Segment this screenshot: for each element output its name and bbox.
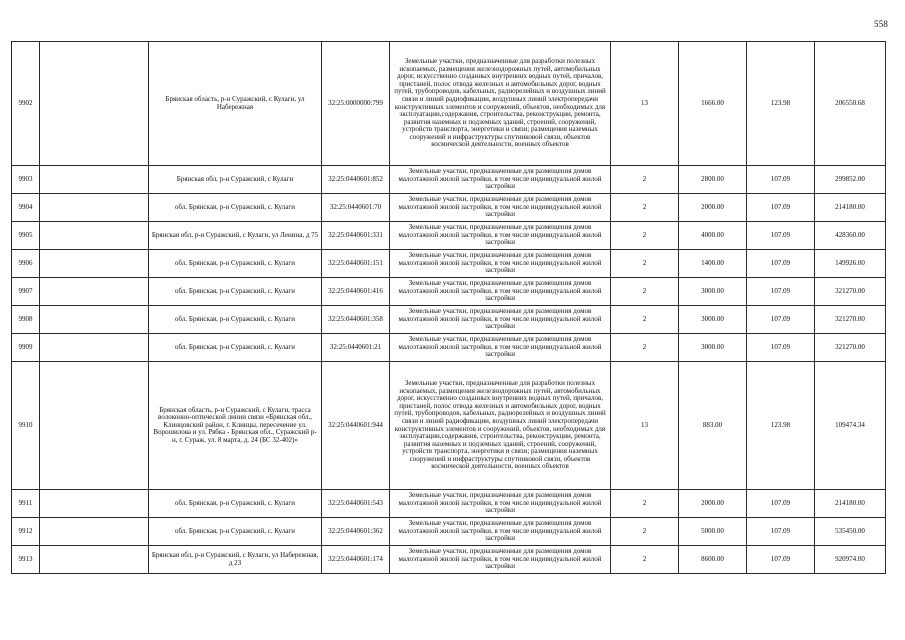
blank-cell <box>40 490 149 518</box>
cadastral-value-cell: 428360.00 <box>815 222 886 250</box>
row-number: 9906 <box>12 250 40 278</box>
area-cell: 1400.00 <box>679 250 747 278</box>
address-cell: обл. Брянская, р-н Суражский, с. Кулаги <box>149 334 322 362</box>
area-cell: 2000.00 <box>679 194 747 222</box>
group-cell: 13 <box>611 362 679 490</box>
land-registry-table <box>11 41 886 574</box>
address-cell: Брянская область, р-н Суражский, с Кулаги, трасса волоконно-оптической линии связи «Брянская обл., Клинцовский район, г. Клинцы, пересечение ул. Ворошилова и ул. Рябка - Брянская обл., Суражский р-н, г. Сураж, ул. 8 марта, д. 24 (БС 32-402)» <box>149 362 322 490</box>
table-row <box>12 546 886 574</box>
cadastral-number-cell: 32:25:0440601:21 <box>322 334 390 362</box>
table-row <box>12 166 886 194</box>
area-cell: 2800.00 <box>679 166 747 194</box>
area-cell: 4000.00 <box>679 222 747 250</box>
blank-cell <box>40 42 149 166</box>
cadastral-number-cell: 32:25:0440601:416 <box>322 278 390 306</box>
group-cell: 2 <box>611 222 679 250</box>
area-cell: 3000.00 <box>679 306 747 334</box>
specific-value-cell: 107.09 <box>747 546 815 574</box>
cadastral-number-cell: 32:25:0440601:362 <box>322 518 390 546</box>
group-cell: 2 <box>611 306 679 334</box>
land-use-cell: Земельные участки, предназначенные для размещения домов малоэтажной жилой застройки, в том числе индивидуальной жилой застройки <box>390 166 611 194</box>
cadastral-number-cell: 32:25:0440601:358 <box>322 306 390 334</box>
address-cell: обл. Брянская, р-н Суражский, с. Кулаги <box>149 490 322 518</box>
cadastral-number-cell: 32:25:0440601:944 <box>322 362 390 490</box>
specific-value-cell: 107.09 <box>747 194 815 222</box>
row-number: 9908 <box>12 306 40 334</box>
area-cell: 5000.00 <box>679 518 747 546</box>
row-number: 9912 <box>12 518 40 546</box>
group-cell: 2 <box>611 518 679 546</box>
land-use-cell: Земельные участки, предназначенные для размещения домов малоэтажной жилой застройки, в том числе индивидуальной жилой застройки <box>390 334 611 362</box>
blank-cell <box>40 166 149 194</box>
blank-cell <box>40 278 149 306</box>
cadastral-value-cell: 535450.00 <box>815 518 886 546</box>
group-cell: 2 <box>611 194 679 222</box>
cadastral-value-cell: 321270.00 <box>815 334 886 362</box>
page-number: 558 <box>874 19 889 29</box>
address-cell: обл. Брянская, р-н Суражский, с. Кулаги <box>149 194 322 222</box>
area-cell: 1666.00 <box>679 42 747 166</box>
blank-cell <box>40 194 149 222</box>
row-number: 9904 <box>12 194 40 222</box>
row-number: 9903 <box>12 166 40 194</box>
table-row <box>12 42 886 166</box>
blank-cell <box>40 334 149 362</box>
address-cell: Брянская обл, р-н Суражский, с Кулаги, ул Набережная, д 23 <box>149 546 322 574</box>
blank-cell <box>40 306 149 334</box>
area-cell: 8600.00 <box>679 546 747 574</box>
specific-value-cell: 123.98 <box>747 362 815 490</box>
area-cell: 883.00 <box>679 362 747 490</box>
row-number: 9907 <box>12 278 40 306</box>
cadastral-value-cell: 214180.00 <box>815 490 886 518</box>
land-use-cell: Земельные участки, предназначенные для размещения домов малоэтажной жилой застройки, в том числе индивидуальной жилой застройки <box>390 250 611 278</box>
cadastral-number-cell: 32:25:0000000:799 <box>322 42 390 166</box>
cadastral-number-cell: 32:25:0440601:70 <box>322 194 390 222</box>
table-row <box>12 250 886 278</box>
group-cell: 2 <box>611 166 679 194</box>
cadastral-number-cell: 32:25:0440601:852 <box>322 166 390 194</box>
specific-value-cell: 107.09 <box>747 334 815 362</box>
address-cell: Брянская обл, р-н Суражский, с Кулаги, ул Ленина, д 75 <box>149 222 322 250</box>
specific-value-cell: 107.09 <box>747 166 815 194</box>
cadastral-value-cell: 206550.68 <box>815 42 886 166</box>
cadastral-value-cell: 149926.00 <box>815 250 886 278</box>
table-row <box>12 306 886 334</box>
table-row <box>12 490 886 518</box>
land-use-cell: Земельные участки, предназначенные для размещения домов малоэтажной жилой застройки, в том числе индивидуальной жилой застройки <box>390 490 611 518</box>
area-cell: 3000.00 <box>679 334 747 362</box>
row-number: 9902 <box>12 42 40 166</box>
specific-value-cell: 123.98 <box>747 42 815 166</box>
group-cell: 2 <box>611 250 679 278</box>
blank-cell <box>40 362 149 490</box>
table-row <box>12 278 886 306</box>
cadastral-value-cell: 109474.34 <box>815 362 886 490</box>
address-cell: Брянская обл, р-н Суражский, с Кулаги <box>149 166 322 194</box>
cadastral-number-cell: 32:25:0440601:543 <box>322 490 390 518</box>
cadastral-value-cell: 299852.00 <box>815 166 886 194</box>
cadastral-number-cell: 32:25:0440601:151 <box>322 250 390 278</box>
land-use-cell: Земельные участки, предназначенные для разработки полезных ископаемых, размещения железнодорожных путей, автомобильных дорог, искусственно созданных внутренних водных путей, причалов, пристаней, полос отвода железных и автомобильных дорог, водных путей, трубопроводов, кабельных, радиорелейных и воздушных линий связи и линий радиофикации, воздушных линий электропередачи конструктивных элементов и сооружений, объектов, необходимых для эксплуатации,содержания, строительства, реконструкции, ремонта, развития наземных и подземных зданий, строений, сооружений, устройств транспорта, энергетики и связи; размещения наземных сооружений и инфраструктуры спутниковой связи, объектов космической деятельности, военных объектов <box>390 42 611 166</box>
group-cell: 2 <box>611 334 679 362</box>
row-number: 9910 <box>12 362 40 490</box>
row-number: 9913 <box>12 546 40 574</box>
table-row <box>12 362 886 490</box>
specific-value-cell: 107.09 <box>747 222 815 250</box>
specific-value-cell: 107.09 <box>747 306 815 334</box>
cadastral-number-cell: 32:25:0440601:331 <box>322 222 390 250</box>
land-use-cell: Земельные участки, предназначенные для размещения домов малоэтажной жилой застройки, в том числе индивидуальной жилой застройки <box>390 222 611 250</box>
table-row <box>12 194 886 222</box>
group-cell: 2 <box>611 546 679 574</box>
table-row <box>12 222 886 250</box>
table-row <box>12 334 886 362</box>
blank-cell <box>40 222 149 250</box>
specific-value-cell: 107.09 <box>747 250 815 278</box>
address-cell: обл. Брянская, р-н Суражский, с. Кулаги <box>149 518 322 546</box>
address-cell: обл. Брянская, р-н Суражский, с. Кулаги <box>149 278 322 306</box>
land-use-cell: Земельные участки, предназначенные для разработки полезных ископаемых, размещения железнодорожных путей, автомобильных дорог, искусственно созданных внутренних водных путей, причалов, пристаней, полос отвода железных и автомобильных дорог, водных путей, трубопроводов, кабельных, радиорелейных и воздушных линий связи и линий радиофикации, воздушных линий электропередачи конструктивных элементов и сооружений, объектов, необходимых для эксплуатации,содержания, строительства, реконструкции, ремонта, развития наземных и подземных зданий, строений, сооружений, устройств транспорта, энергетики и связи; размещения наземных сооружений и инфраструктуры спутниковой связи, объектов космической деятельности, военных объектов <box>390 362 611 490</box>
cadastral-value-cell: 321270.00 <box>815 278 886 306</box>
land-use-cell: Земельные участки, предназначенные для размещения домов малоэтажной жилой застройки, в том числе индивидуальной жилой застройки <box>390 546 611 574</box>
land-use-cell: Земельные участки, предназначенные для размещения домов малоэтажной жилой застройки, в том числе индивидуальной жилой застройки <box>390 278 611 306</box>
cadastral-number-cell: 32:25:0440601:174 <box>322 546 390 574</box>
cadastral-value-cell: 920974.00 <box>815 546 886 574</box>
group-cell: 2 <box>611 490 679 518</box>
row-number: 9905 <box>12 222 40 250</box>
specific-value-cell: 107.09 <box>747 518 815 546</box>
row-number: 9911 <box>12 490 40 518</box>
land-use-cell: Земельные участки, предназначенные для размещения домов малоэтажной жилой застройки, в том числе индивидуальной жилой застройки <box>390 518 611 546</box>
specific-value-cell: 107.09 <box>747 490 815 518</box>
land-use-cell: Земельные участки, предназначенные для размещения домов малоэтажной жилой застройки, в том числе индивидуальной жилой застройки <box>390 194 611 222</box>
address-cell: Брянская область, р-н Суражский, с Кулаги, ул Набережная <box>149 42 322 166</box>
cadastral-value-cell: 214180.00 <box>815 194 886 222</box>
blank-cell <box>40 546 149 574</box>
row-number: 9909 <box>12 334 40 362</box>
address-cell: обл. Брянская, р-н Суражский, с. Кулаги <box>149 250 322 278</box>
area-cell: 2000.00 <box>679 490 747 518</box>
group-cell: 13 <box>611 42 679 166</box>
specific-value-cell: 107.09 <box>747 278 815 306</box>
address-cell: обл. Брянская, р-н Суражский, с. Кулаги <box>149 306 322 334</box>
area-cell: 3000.00 <box>679 278 747 306</box>
cadastral-value-cell: 321270.00 <box>815 306 886 334</box>
land-use-cell: Земельные участки, предназначенные для размещения домов малоэтажной жилой застройки, в том числе индивидуальной жилой застройки <box>390 306 611 334</box>
table-row <box>12 518 886 546</box>
blank-cell <box>40 518 149 546</box>
blank-cell <box>40 250 149 278</box>
group-cell: 2 <box>611 278 679 306</box>
